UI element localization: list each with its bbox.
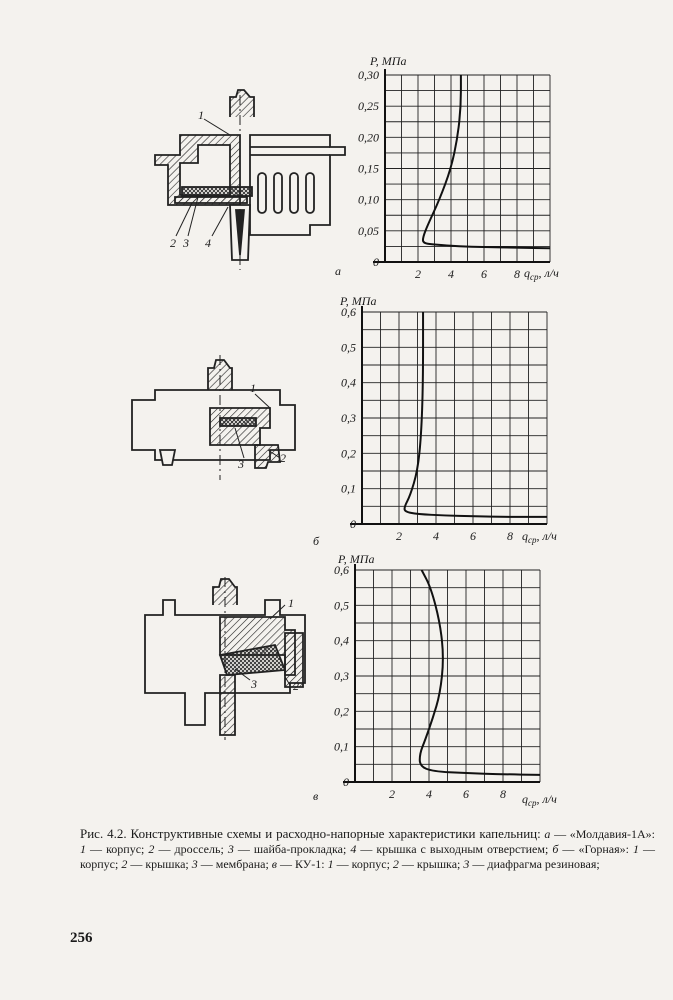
y-tick-label: 0,1 <box>334 739 349 754</box>
x-tick-label: 2 <box>415 267 421 281</box>
caption-part-text: — КУ-1: <box>277 857 328 871</box>
y-tick-label: 0,2 <box>334 704 349 719</box>
x-tick-label: 2 <box>389 787 395 801</box>
caption-part-text: — «Горная»: <box>558 842 633 856</box>
caption-part-label: 1 <box>327 857 334 871</box>
caption-part-text: — крышка с выходным отверстием; <box>356 842 553 856</box>
page-number: 256 <box>70 930 93 946</box>
caption-part-label: в <box>271 857 278 871</box>
part-label-1: 1 <box>288 596 294 610</box>
part-label-2: 2 <box>280 451 286 465</box>
part-label-4: 4 <box>205 236 211 250</box>
caption-part-label: 3 <box>463 857 470 871</box>
caption-part-text: — корпус; <box>80 842 656 871</box>
x-tick-label: 6 <box>463 787 469 801</box>
part-label-3: 3 <box>251 677 257 691</box>
caption-head: Рис. 4.2. Конструктивные схемы и расходно-напорные характеристики капельниц: <box>80 826 541 841</box>
y-tick-label: 0,2 <box>341 446 356 461</box>
x-tick-label: 8 <box>500 787 506 801</box>
y-tick-label: 0,4 <box>341 375 356 390</box>
characteristic-curve <box>420 570 540 775</box>
part-label-2: 2 <box>293 679 299 693</box>
caption-part <box>272 857 328 871</box>
x-tick-label: 6 <box>470 529 476 543</box>
caption-part <box>544 827 655 841</box>
y-tick-label: 0,1 <box>341 481 356 496</box>
caption-part-label: 4 <box>350 842 357 856</box>
chart-panel-label: б <box>313 534 320 548</box>
part-label-1: 1 <box>250 381 256 395</box>
caption-part-text: — «Молдавия-1А»: <box>550 827 655 841</box>
x-tick-label: 2 <box>396 529 402 543</box>
caption-part <box>192 857 272 871</box>
caption-part-label: 2 <box>392 857 399 871</box>
chart-y-axis-label: P, МПа <box>338 552 375 566</box>
y-tick-label: 0,5 <box>334 598 349 613</box>
x-tick-label: 6 <box>481 267 487 281</box>
caption-part-label: 2 <box>121 857 128 871</box>
caption-part <box>350 842 552 856</box>
x-tick-label: 4 <box>426 787 432 801</box>
caption-part-text: — дроссель; <box>154 842 228 856</box>
chart-x-axis-label: $q_{ср}$, л/ч <box>524 266 559 282</box>
caption-part-text: — крышка; <box>398 857 464 871</box>
chart-y-axis-label: P, МПа <box>340 294 377 308</box>
caption-part-text: — шайба-прокладка; <box>233 842 351 856</box>
caption-part-text: — диафрагма резиновая; <box>469 857 600 871</box>
part-label-1: 1 <box>198 108 204 122</box>
figure-caption <box>80 826 655 872</box>
caption-part-label: а <box>544 827 551 841</box>
y-tick-label: 0,25 <box>358 99 379 114</box>
y-tick-label: 0,05 <box>358 223 379 238</box>
caption-part-label: 1 <box>80 842 86 856</box>
chart-y-axis-label: P, МПа <box>370 54 407 68</box>
y-tick-label: 0 <box>343 775 349 789</box>
caption-part <box>393 857 463 871</box>
caption-part-label: б <box>552 842 559 856</box>
x-tick-label: 8 <box>507 529 513 543</box>
chart-x-axis-label: $q_{ср}$, л/ч <box>522 529 557 545</box>
caption-part <box>80 842 148 856</box>
y-tick-label: 0,4 <box>334 633 349 648</box>
caption-part-text: — мембрана; <box>197 857 272 871</box>
y-tick-label: 0,6 <box>341 305 356 319</box>
caption-part-label: 3 <box>227 842 234 856</box>
y-tick-label: 0,30 <box>358 68 379 82</box>
y-tick-label: 0,6 <box>334 563 349 577</box>
caption-part <box>148 842 227 856</box>
y-tick-label: 0 <box>350 517 356 531</box>
caption-part-label: 3 <box>191 857 198 871</box>
y-tick-label: 0,20 <box>358 130 379 145</box>
x-tick-label: 4 <box>433 529 439 543</box>
caption-part <box>121 857 191 871</box>
y-tick-label: 0,10 <box>358 192 379 207</box>
part-label-3: 3 <box>238 457 244 471</box>
caption-part <box>328 857 393 871</box>
chart-panel-label: а <box>335 264 341 278</box>
x-tick-label: 4 <box>448 267 454 281</box>
y-tick-label: 0,5 <box>341 340 356 355</box>
caption-part-label: 1 <box>632 842 639 856</box>
y-tick-label: 0,3 <box>341 411 356 425</box>
part-label-3: 3 <box>183 236 189 250</box>
chart-x-axis-label: $q_{ср}$, л/ч <box>522 792 557 808</box>
chart-panel-label: в <box>313 789 319 803</box>
y-tick-label: 0,15 <box>358 161 379 176</box>
caption-part-text: — корпус; <box>333 857 393 871</box>
caption-part <box>552 842 633 856</box>
caption-part-label: 2 <box>148 842 155 856</box>
caption-part-text: — крышка; <box>127 857 192 871</box>
x-tick-label: 8 <box>514 267 520 281</box>
caption-part <box>463 857 599 871</box>
y-tick-label: 0,3 <box>334 669 349 683</box>
y-tick-label: 0 <box>373 255 379 269</box>
caption-part <box>228 842 351 856</box>
caption-part-text: — корпус; <box>86 842 149 856</box>
part-label-2: 2 <box>170 236 176 250</box>
